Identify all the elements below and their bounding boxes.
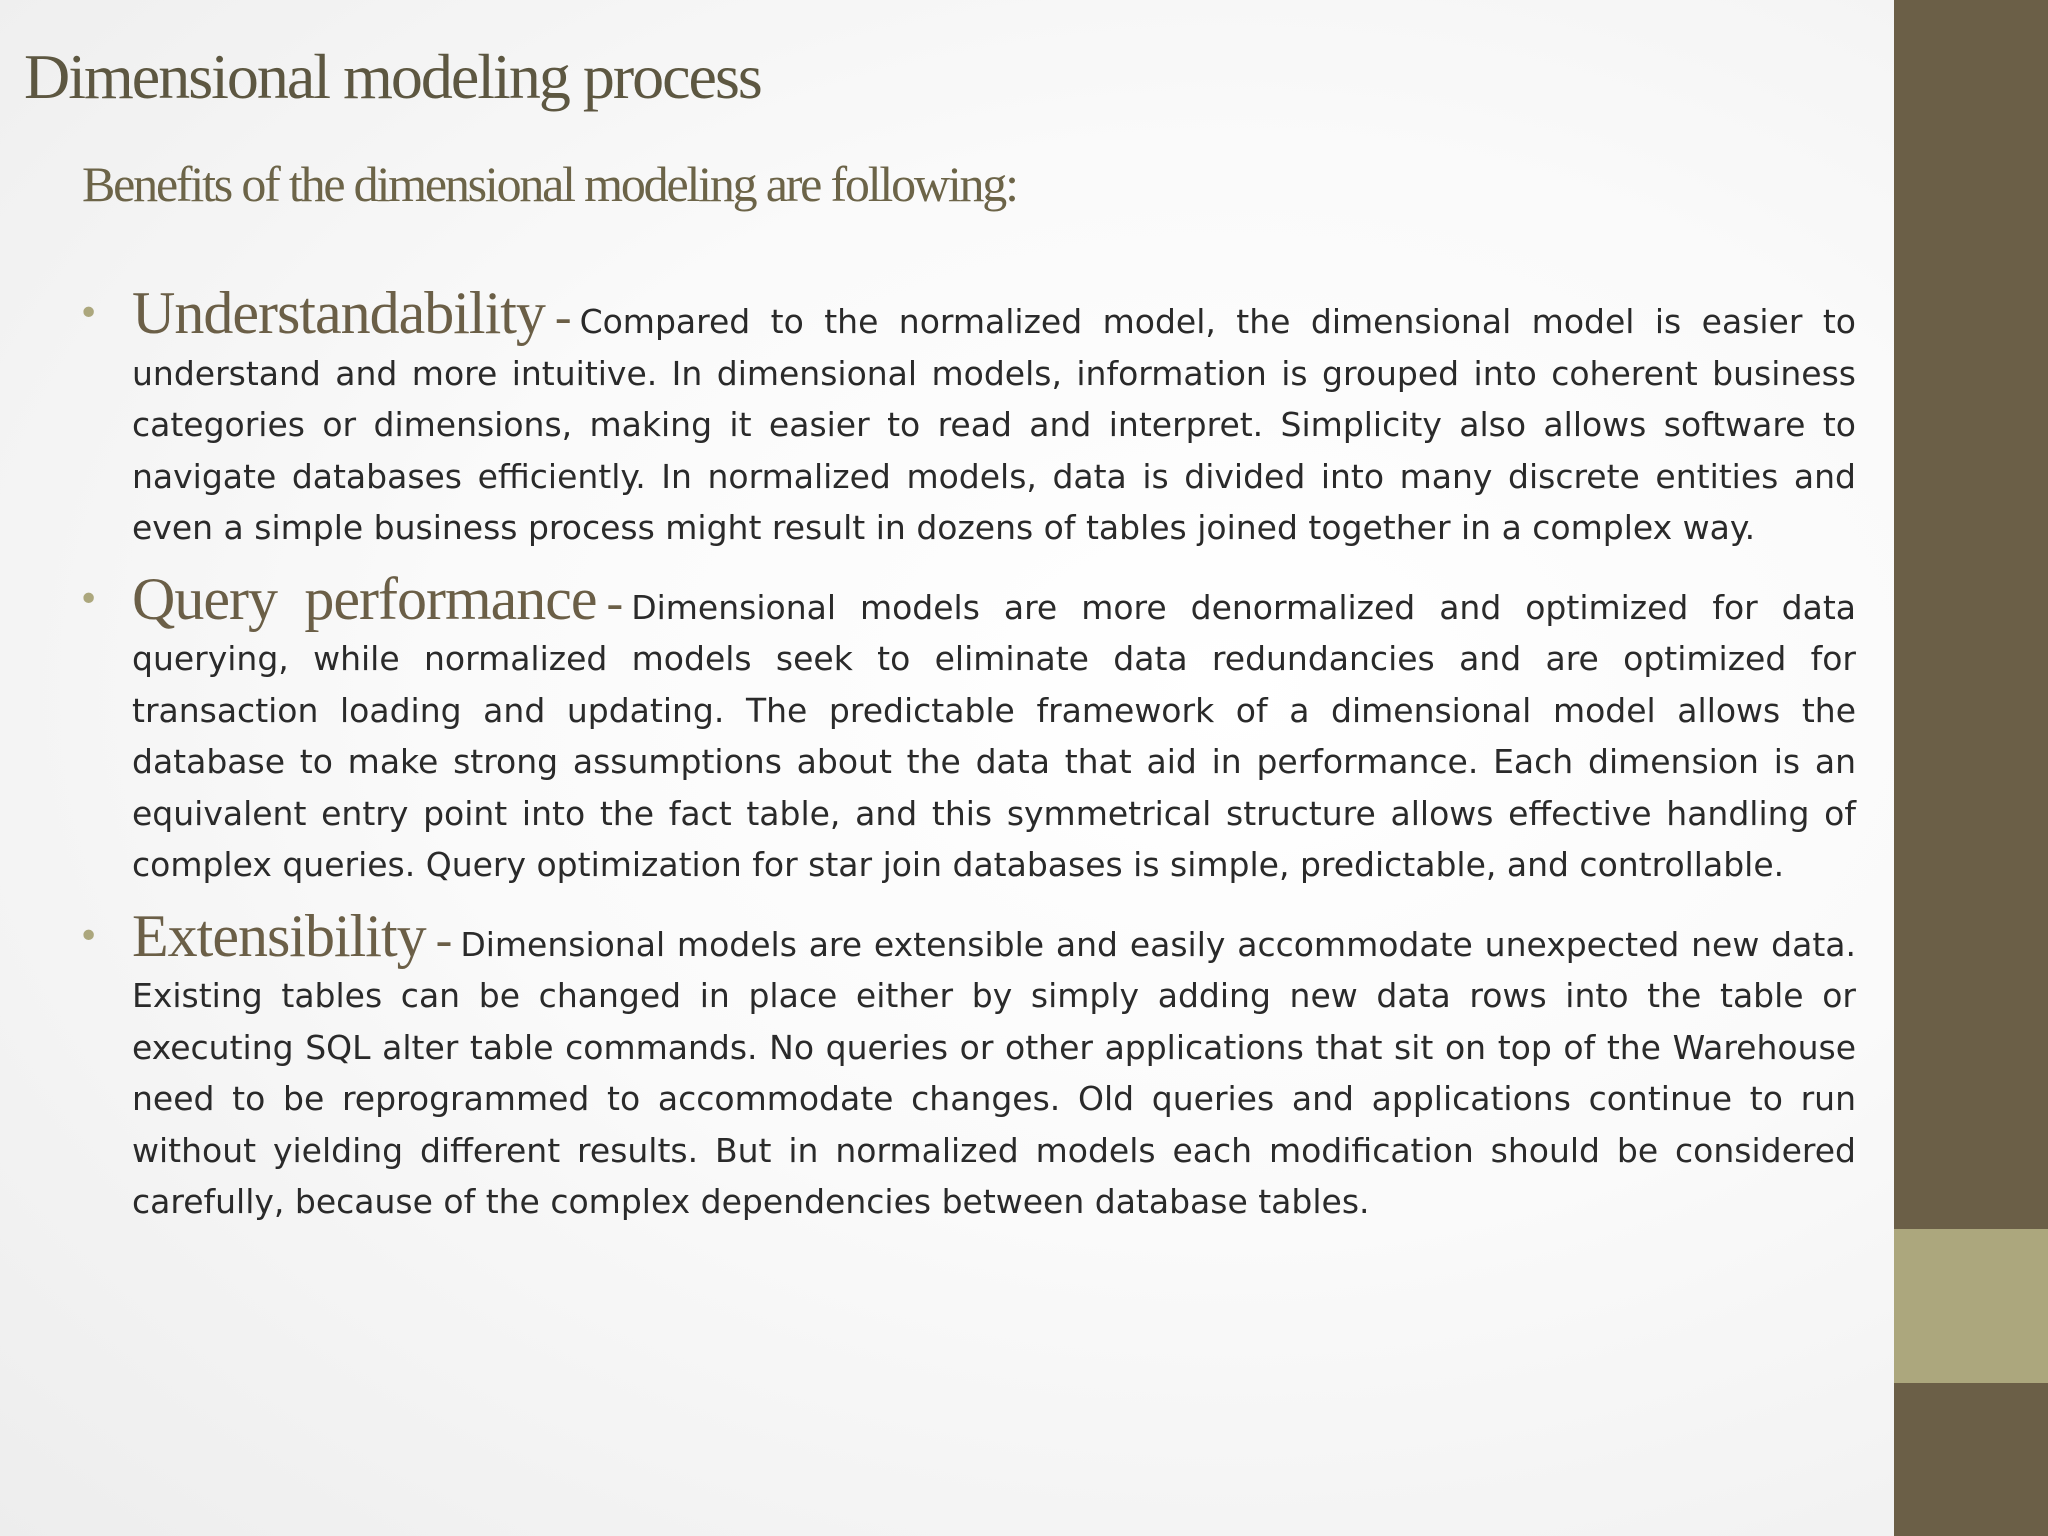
bullet-separator: -	[435, 910, 453, 967]
bullet-separator: -	[606, 573, 624, 630]
bullet-text: Dimensional models are more denormalized and optimized for data querying, while normalized models seek to eliminate data redundancies and are optimized for transaction loading and updating. The predictable framework of a dimensional model allows the database to make strong assumptions about the data that aid in performance. Each dimension is an equivalent entry point into the fact table, and this symmetrical structure allows effective handling of complex queries. Query optimization for star join databases is simple, predictable, and controllable.	[132, 587, 1856, 884]
bullet-term: Understandability	[132, 280, 545, 346]
bullet-text: Dimensional models are extensible and easily accommodate unexpected new data. Existing tables can be changed in place either by simply adding new data rows into the table or executing SQL alter table commands. No queries or other applications that sit on top of the Warehouse need to be reprogrammed to accommodate changes. Old queries and applications continue to run without yielding different results. But in normalized models each modification should be considered carefully, because of the complex dependencies between database tables.	[132, 924, 1856, 1221]
bullet-text: Compared to the normalized model, the dimensional model is easier to understand and more intuitive. In dimensional models, information is grouped into coherent business categories or dimensions, making it easier to read and interpret. Simplicity also allows software to navigate databases efficiently. In normalized models, data is divided into many discrete entities and even a simple business process might result in dozens of tables joined together in a complex way.	[132, 302, 1856, 547]
slide-subtitle: Benefits of the dimensional modeling are following:	[82, 156, 1017, 212]
bullet-dot-icon: •	[78, 578, 100, 620]
bullet-extensibility	[78, 902, 1856, 1228]
slide-title: Dimensional modeling process	[24, 41, 761, 112]
bullet-separator: -	[554, 288, 572, 344]
bullet-dot-icon: •	[78, 293, 100, 334]
bullet-term: Extensibility	[132, 902, 426, 969]
bullet-understandability	[78, 280, 1856, 554]
side-accent-block	[1894, 1229, 2048, 1383]
benefits-list	[78, 280, 1856, 1248]
bullet-term: Query performance	[132, 565, 597, 632]
bullet-query-performance	[78, 565, 1856, 891]
bullet-dot-icon: •	[78, 915, 100, 957]
